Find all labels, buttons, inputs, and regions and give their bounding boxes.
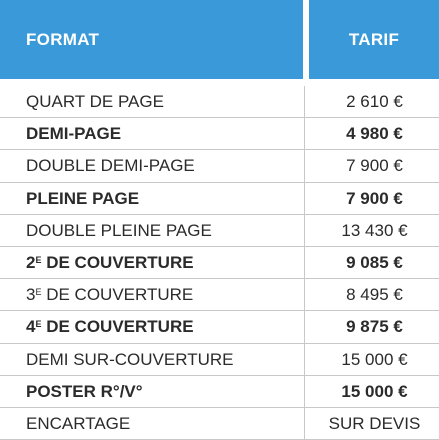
price-cell: 7 900 €: [346, 156, 403, 176]
table-row: [0, 215, 439, 247]
format-label: 3: [26, 285, 36, 305]
table-row: [0, 247, 439, 279]
price-cell: 8 495 €: [346, 285, 403, 305]
format-cell: [26, 279, 193, 311]
format-cell: [26, 183, 139, 215]
price-cell: 9 085 €: [346, 252, 403, 272]
price-cell: 15 000 €: [341, 349, 408, 369]
format-label-suffix: DE COUVERTURE: [41, 317, 194, 337]
format-cell: [26, 344, 233, 376]
format-cell: [26, 118, 121, 150]
table-row: [0, 86, 439, 118]
format-label: DOUBLE PLEINE PAGE: [26, 220, 212, 240]
format-cell: [26, 247, 194, 279]
format-label: PLEINE PAGE: [26, 188, 140, 208]
price-cell: 15 000 €: [341, 381, 408, 401]
table-row: [0, 118, 439, 150]
format-label: DEMI-PAGE: [26, 124, 122, 144]
header-tarif: TARIF: [309, 0, 439, 79]
ordinal-superscript: E: [35, 319, 42, 330]
format-label: QUART DE PAGE: [26, 92, 164, 111]
format-cell: [26, 86, 164, 118]
table-row: [0, 279, 439, 311]
format-cell: [26, 215, 212, 247]
table-row: [0, 311, 439, 343]
format-label: DOUBLE DEMI-PAGE: [26, 156, 195, 176]
ordinal-superscript: E: [35, 287, 42, 298]
format-label-suffix: DE COUVERTURE: [41, 285, 194, 305]
table-row: [0, 344, 439, 376]
format-label: POSTER R°/V°: [26, 381, 143, 401]
ordinal-superscript: E: [35, 254, 42, 265]
price-cell: 7 900 €: [346, 188, 403, 208]
format-label: DEMI SUR-COUVERTURE: [26, 349, 234, 369]
format-cell: [26, 311, 194, 343]
price-cell: SUR DEVIS: [328, 413, 421, 433]
table-row: [0, 150, 439, 182]
price-cell: 13 430 €: [341, 220, 408, 240]
format-label: 2: [26, 252, 36, 272]
format-cell: [26, 150, 195, 182]
format-label-suffix: DE COUVERTURE: [41, 252, 194, 272]
header-format: FORMAT: [0, 0, 303, 79]
table-header: [0, 0, 439, 79]
table-row: [0, 408, 439, 440]
format-label: ENCARTAGE: [26, 413, 131, 433]
table-row: [0, 376, 439, 408]
price-cell: 2 610 €: [346, 92, 403, 111]
price-cell: 9 875 €: [346, 317, 403, 337]
format-label: 4: [26, 317, 36, 337]
format-cell: [26, 408, 130, 440]
table-body: [0, 86, 439, 440]
table-row: [0, 183, 439, 215]
format-cell: [26, 376, 143, 408]
price-cell: 4 980 €: [346, 124, 403, 144]
